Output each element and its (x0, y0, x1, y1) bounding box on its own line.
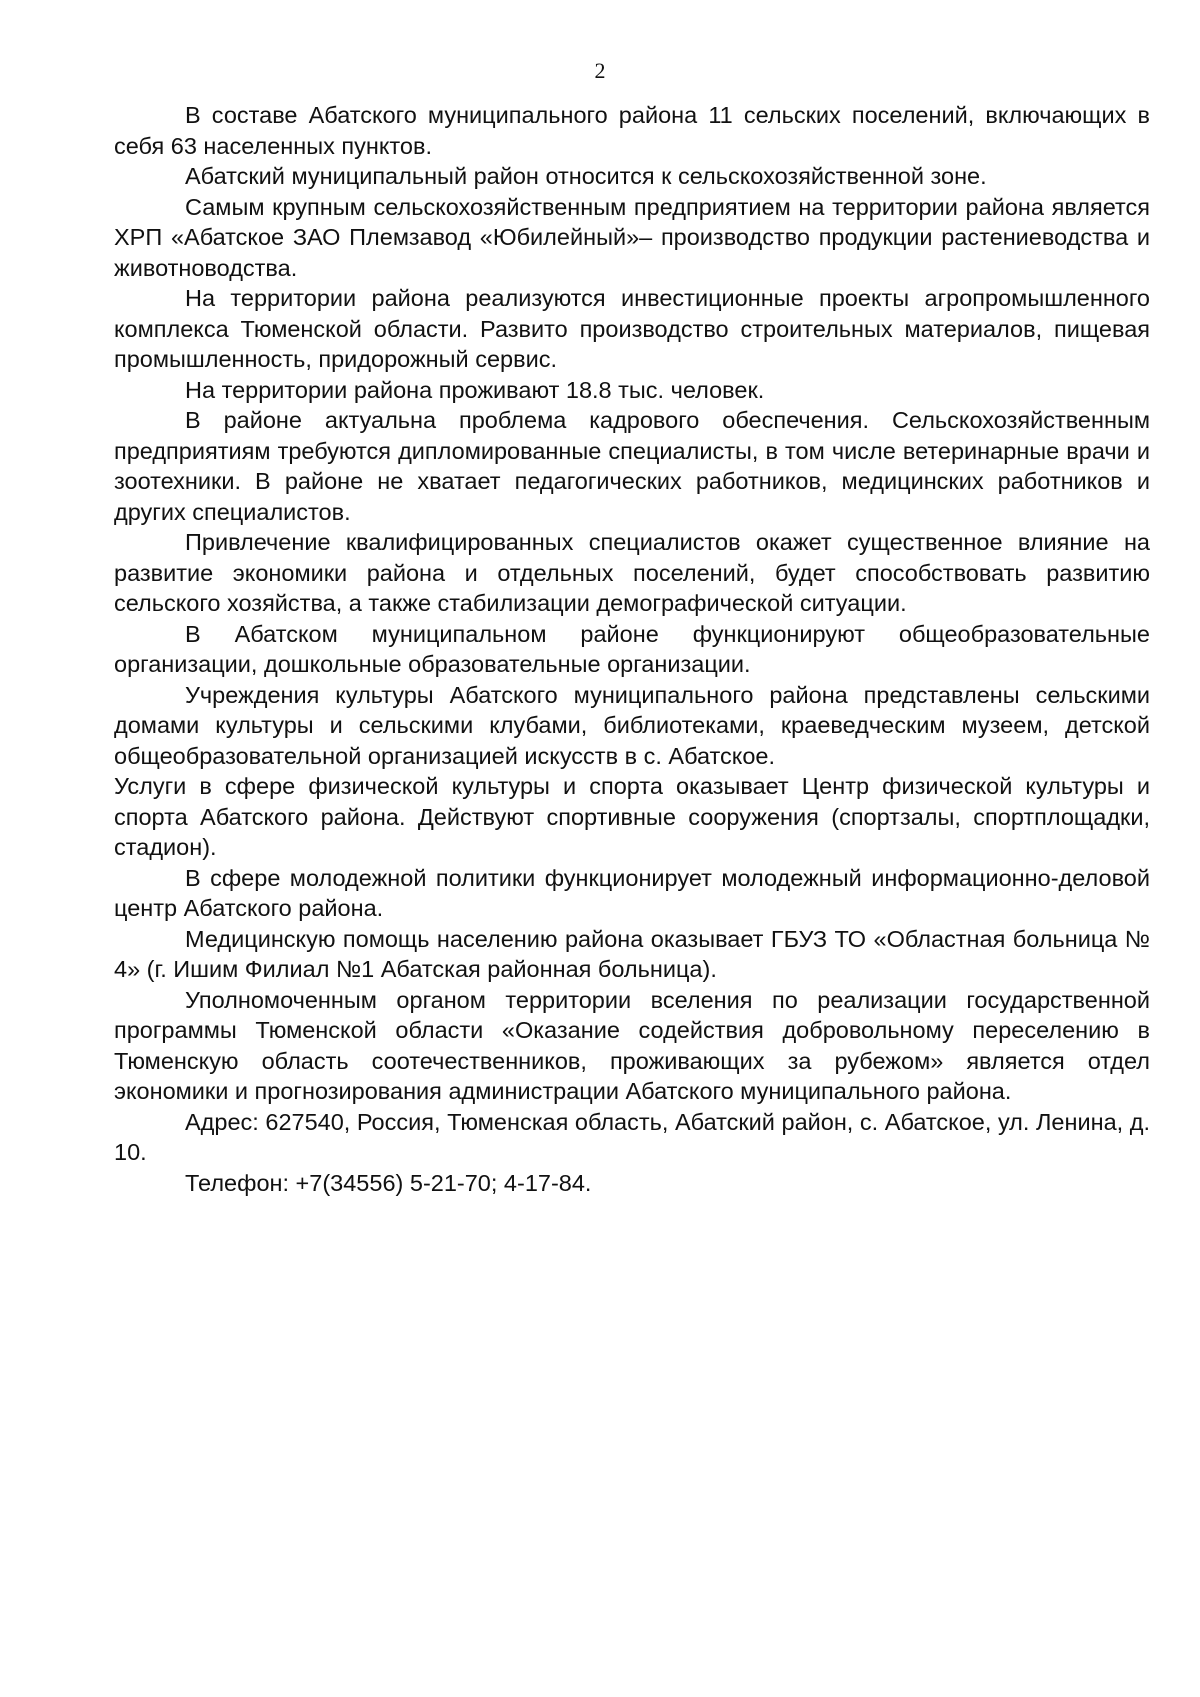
paragraph-culture: Учреждения культуры Абатского муниципального района представлены сельскими домами культуры и сельскими клубами, библиотеками, краеведческим музеем, детской общеобразовательной организацией искусств в с. Абатское. (114, 681, 1150, 769)
paragraph-youth-policy: В сфере молодежной политики функционирует молодежный информационно-деловой центр Абатского района. (114, 864, 1150, 921)
paragraph-medical: Медицинскую помощь населению района оказывает ГБУЗ ТО «Областная больница № 4» (г. Ишим Филиал №1 Абатская районная больница). (114, 925, 1150, 982)
document-body (114, 100, 1150, 1198)
paragraph-authorized-body: Уполномоченным органом территории вселения по реализации государственной программы Тюменской области «Оказание содействия добровольному переселению в Тюменскую область соотечественников, проживающих за рубежом» является отдел экономики и прогнозирования администрации Абатского муниципального района. (114, 986, 1150, 1104)
page-number: 2 (594, 58, 606, 83)
paragraph-staffing-problem: В районе актуальна проблема кадрового обеспечения. Сельскохозяйственным предприятиям требуются дипломированные специалисты, в том числе ветеринарные врачи и зоотехники. В районе не хватает педагогических работников, медицинских работников и других специалистов. (114, 407, 1150, 525)
paragraph-population: На территории района проживают 18.8 тыс. человек. (185, 376, 765, 403)
paragraph-investment-projects: На территории района реализуются инвестиционные проекты агропромышленного комплекса Тюменской области. Развито производство строительных материалов, пищевая промышленность, придорожный сервис. (114, 285, 1150, 372)
paragraph-specialists-impact: Привлечение квалифицированных специалистов окажет существенное влияние на развитие экономики района и отдельных поселений, будет способствовать развитию сельского хозяйства, а также стабилизации демографической ситуации. (114, 529, 1150, 616)
paragraph-settlements: В составе Абатского муниципального района 11 сельских поселений, включающих в себя 63 населенных пунктов. (114, 102, 1150, 159)
paragraph-largest-enterprise: Самым крупным сельскохозяйственным предприятием на территории района является ХРП «Абатское ЗАО Племзавод «Юбилейный»– производство продукции растениеводства и животноводства. (114, 193, 1150, 281)
paragraph-education: В Абатском муниципальном районе функционируют общеобразовательные организации, дошкольные образовательные организации. (114, 620, 1150, 677)
paragraph-address: Адрес: 627540, Россия, Тюменская область, Абатский район, с. Абатское, ул. Ленина, д. 10. (114, 1108, 1150, 1165)
paragraph-agricultural-zone: Абатский муниципальный район относится к сельскохозяйственной зоне. (185, 163, 987, 189)
paragraph-phone: Телефон: +7(34556) 5-21-70; 4-17-84. (185, 1169, 592, 1196)
paragraph-sports: Услуги в сфере физической культуры и спорта оказывает Центр физической культуры и спорта Абатского района. Действуют спортивные сооружения (спортзалы, спортплощадки, стадион). (114, 773, 1150, 860)
